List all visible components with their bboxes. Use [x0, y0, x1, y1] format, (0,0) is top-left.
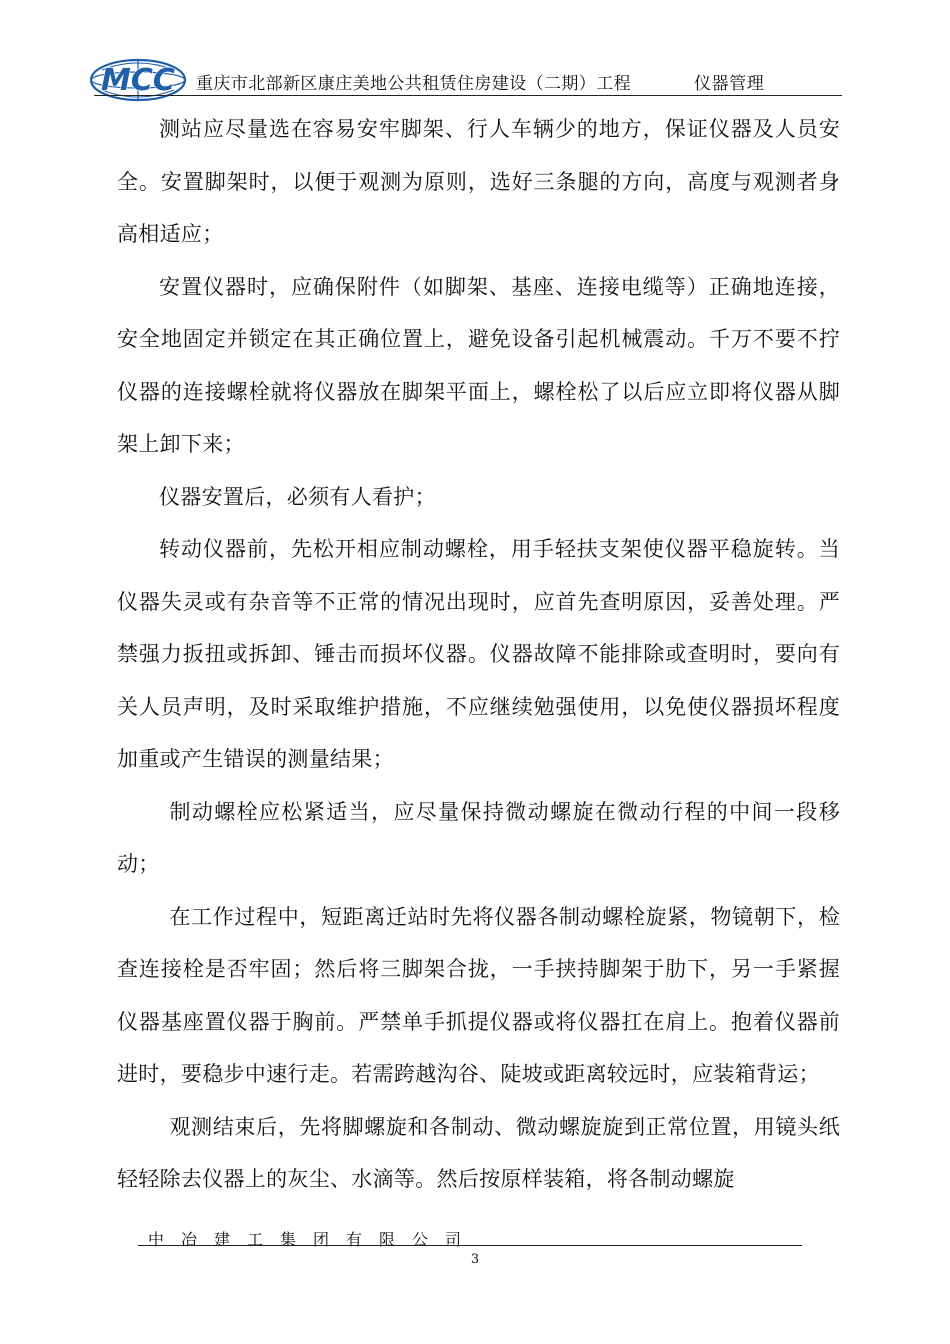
header-project-title: 重庆市北部新区康庄美地公共租赁住房建设（二期）工程: [196, 74, 631, 94]
paragraph-guarding: 仪器安置后，必须有人看护；: [159, 484, 436, 509]
paragraph-instrument-setup: 安置仪器时，应确保附件（如脚架、基座、连接电缆等）正确地连接，安全地固定并锁定在其正确位置上，避免设备引起机械震动。千万不要不拧仪器的连接螺栓就将仪器放在脚架平面上，螺栓松了以后应立即将仪器从脚架上卸下来；: [117, 274, 840, 456]
header-section-title: 仪器管理: [694, 74, 765, 94]
paragraph-relocation: 在工作过程中，短距离迁站时先将仪器各制动螺栓旋紧，物镜朝下，检查连接栓是否牢固；然后将三脚架合拢，一手挟持脚架于肋下，另一手紧握仪器基座置仪器于胸前。严禁单手抓提仪器或将仪器扛在肩上。抱着仪器前进时，要稳步中速行走。若需跨越沟谷、陡坡或距离较远时，应装箱背运；: [117, 904, 840, 1086]
page-header: [88, 58, 842, 100]
header-divider: [94, 95, 842, 96]
paragraph-brake-screws: 制动螺栓应松紧适当，应尽量保持微动螺旋在微动行程的中间一段移动；: [117, 799, 840, 876]
paragraph-rotation: 转动仪器前，先松开相应制动螺栓，用手轻扶支架使仪器平稳旋转。当仪器失灵或有杂音等不正常的情况出现时，应首先查明原因，妥善处理。严禁强力扳扭或拆卸、锤击而损坏仪器。仪器故障不能排除或查明时，要向有关人员声明，及时采取维护措施，不应继续勉强使用，以免使仪器损坏程度加重或产生错误的测量结果；: [117, 537, 840, 771]
document-body: [117, 103, 840, 1206]
footer-divider: [138, 1245, 802, 1246]
footer-company-name: 中冶建工集团有限公司: [148, 1230, 479, 1249]
paragraph-after-observation: 观测结束后，先将脚螺旋和各制动、微动螺旋旋到正常位置，用镜头纸轻轻除去仪器上的灰尘、水滴等。然后按原样装箱，将各制动螺旋: [117, 1114, 840, 1191]
paragraph-station-selection: 测站应尽量选在容易安牢脚架、行人车辆少的地方，保证仪器及人员安全。安置脚架时，以便于观测为原则，选好三条腿的方向，高度与观测者身高相适应；: [117, 117, 840, 246]
page-number: 3: [470, 1252, 480, 1267]
logo-text: MCC: [101, 63, 175, 98]
